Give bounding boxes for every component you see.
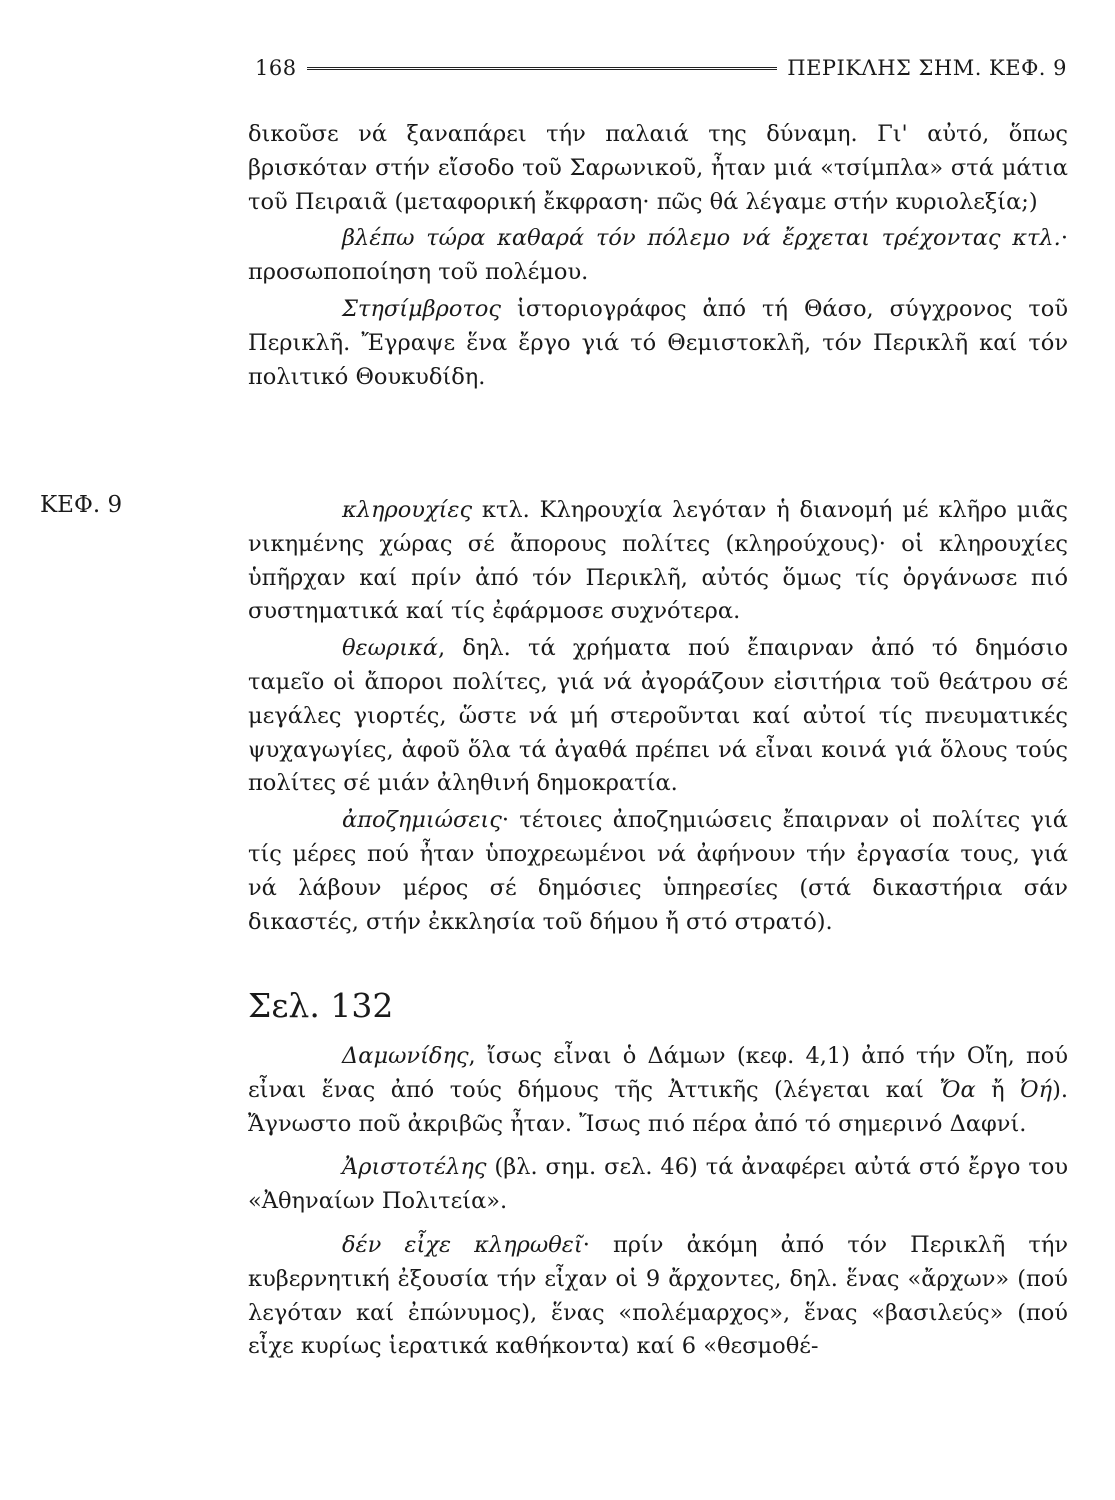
lemma-theorika: θεωρικά — [342, 635, 438, 662]
lemma-aristoteles: Ἀριστοτέλης — [342, 1154, 487, 1181]
paragraph-apozemioseis: ἀποζημιώσεις· τέτοιες ἀποζημιώσεις ἔπαιρναν οἱ πολίτες γιά τίς μέρες πού ἦταν ὑποχρεωμένοι νά ἀφήνουν τήν ἐργασία τους, γιά νά λάβουν μέρος σέ δημόσιες ὑπηρεσίες (στά δικαστήρια σάν δικαστές, στήν ἐκκλησία τοῦ δήμου ἤ στό στρατό). — [248, 807, 1068, 935]
lemma-stesimbrotos: Στησίμβροτος — [342, 295, 502, 322]
lemma-klerouchies: κληρουχίες — [342, 497, 473, 523]
paragraph-damonides: Δαμωνίδης, ἴσως εἶναι ὁ Δάμων (κεφ. 4,1) ἀπό τήν Οἴη, πού εἶναι ἕνας ἀπό τούς δήμους τῆς Ἀττικῆς (λέγεται καί Ὄα ἤ Ὀή). Ἄγνωστο ποῦ ἀκριβῶς ἦταν. Ἴσως πιό πέρα ἀπό τό σημερινό Δαφνί. — [248, 1043, 1068, 1137]
lemma-apozemioseis: ἀποζημιώσεις — [342, 807, 502, 834]
lemma-vlepo: βλέπω τώρα καθαρά τόν πόλεμο νά ἔρχεται τρέχοντας κτλ. — [342, 225, 1061, 252]
chapter-side-label: ΚΕΦ. 9 — [40, 492, 123, 518]
header-rule — [307, 67, 778, 70]
paragraph-stesimbrotos: Στησίμβροτος ἱστοριογράφος ἀπό τή Θάσο, σύγχρονος τοῦ Περικλῆ. Ἔγραψε ἕνα ἔργο γιά τό Θεμιστοκλῆ, τόν Περικλῆ καί τόν πολιτικό Θουκυδίδη. — [248, 295, 1068, 390]
paragraph-vlepo: βλέπω τώρα καθαρά τόν πόλεμο νά ἔρχεται τρέχοντας κτλ.· προσωποποίηση τοῦ πολέμου. — [248, 225, 1068, 286]
paragraph-klerouchies: κληρουχίες κτλ. Κληρουχία λεγόταν ἡ διανομή μέ κλῆρο μιᾶς νικημένης χώρας σέ ἄπορους πολίτες (κληρούχους)· οἱ κληρουχίες ὑπῆρχαν καί πρίν ἀπό τόν Περικλῆ, αὐτός ὅμως τίς ὀργάνωσε πιό συστηματικά καί τίς ἐφάρμοσε συχνότερα. — [248, 497, 1068, 625]
text-block-bottom — [248, 1040, 1068, 1364]
paragraph-aristoteles: Ἀριστοτέλης (βλ. σημ. σελ. 46) τά ἀναφέρει αὐτά στό ἔργο του «Ἀθηναίων Πολιτεία». — [248, 1154, 1068, 1215]
text-block-top — [248, 118, 1068, 394]
lemma-klerothei: δέν εἶχε κληρωθεῖ — [342, 1231, 583, 1258]
running-title: ΠΕΡΙΚΛΗΣ ΣΗΜ. ΚΕΦ. 9 — [787, 56, 1067, 80]
section-heading: Σελ. 132 — [248, 986, 394, 1025]
paragraph-theorika: θεωρικά, δηλ. τά χρήματα πού ἔπαιρναν ἀπό τό δημόσιο ταμεῖο οἱ ἄποροι πολίτες, γιά νά ἀγοράζουν εἰσιτήρια τοῦ θεάτρου σέ μεγάλες γιορτές, ὥστε νά μή στεροῦνται καί αὐτοί τίς πνευματικές ψυχαγωγίες, ἀφοῦ ὅλα τά ἀγαθά πρέπει νά εἶναι κοινά γιά ὅλους τούς πολίτες σέ μιάν ἀληθινή δημοκρατία. — [248, 635, 1068, 797]
paragraph-klerothei: δέν εἶχε κληρωθεῖ· πρίν ἀκόμη ἀπό τόν Περικλῆ τήν κυβερνητική ἐξουσία τήν εἶχαν οἱ 9 ἄρχοντες, δηλ. ἕνας «ἄρχων» (πού λεγόταν καί ἐπώνυμος), ἕνας «πολέμαρχος», ἕνας «βασιλεύς» (πού εἶχε κυρίως ἱερατικά καθήκοντα) καί 6 «θεσμοθέ- — [248, 1231, 1069, 1360]
paragraph-continuation: δικοῦσε νά ξαναπάρει τήν παλαιά της δύναμη. Γι' αὐτό, ὅπως βρισκόταν στήν εἴσοδο τοῦ Σαρωνικοῦ, ἦταν μιά «τσίμπλα» στά μάτια τοῦ Πειραιᾶ (μεταφορική ἔκφραση· πῶς θά λέγαμε στήν κυριολεξία;) — [248, 121, 1068, 215]
text-block-middle — [248, 494, 1068, 939]
running-header — [255, 53, 1067, 83]
page-number: 168 — [255, 56, 297, 80]
lemma-damonides: Δαμωνίδης — [342, 1043, 469, 1069]
